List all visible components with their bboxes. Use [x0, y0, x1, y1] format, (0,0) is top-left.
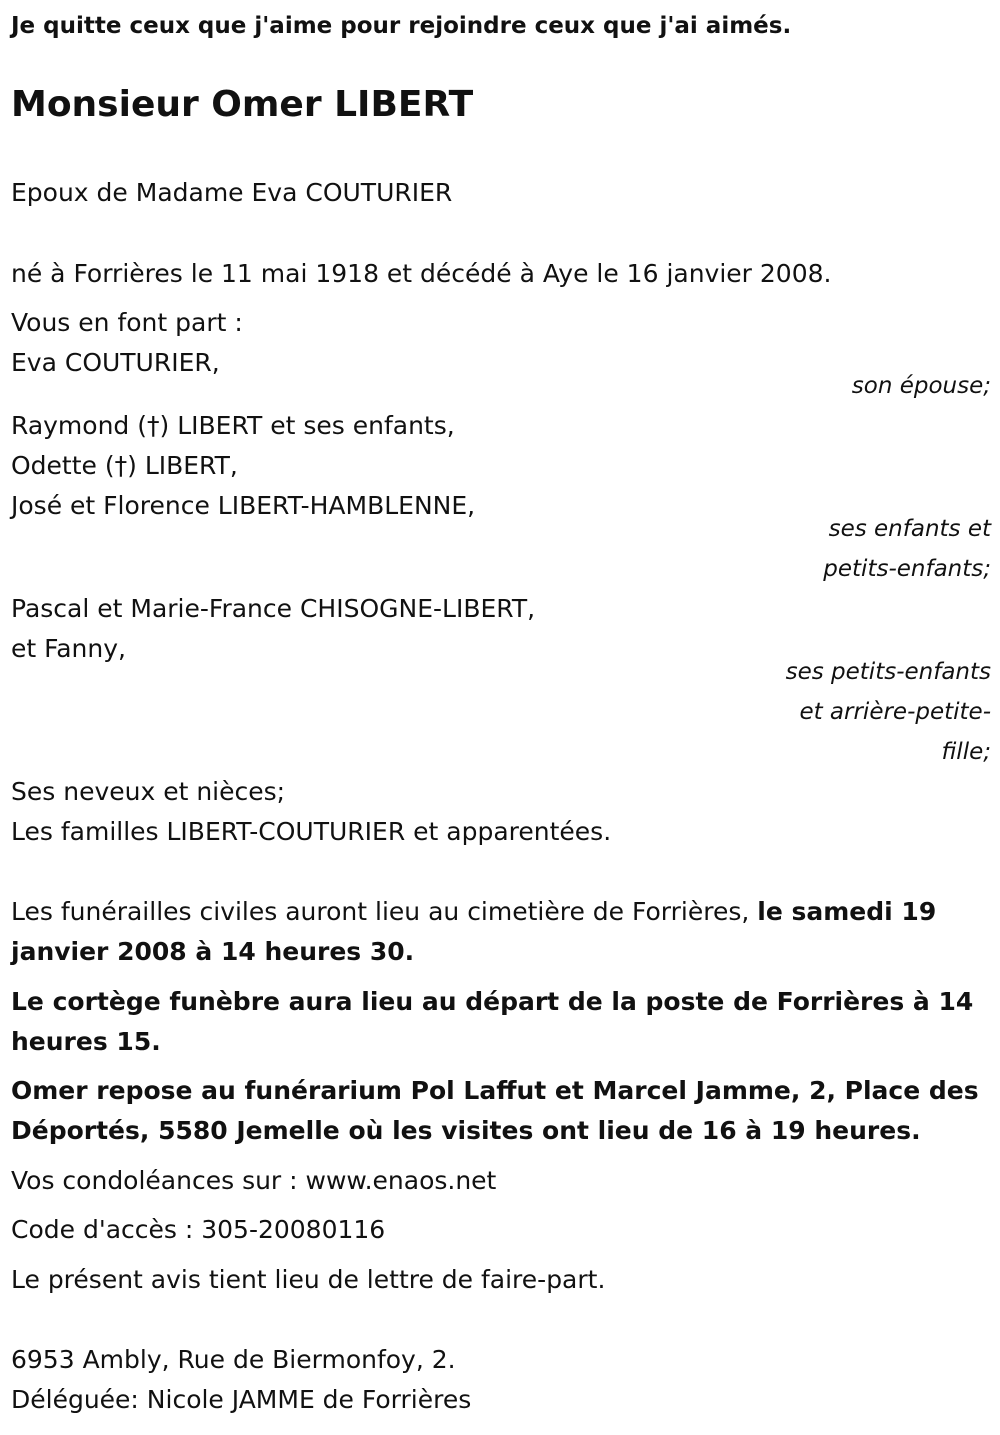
family-member-grandchild: Pascal et Marie-France CHISOGNE-LIBERT, [11, 594, 536, 623]
birth-death-line: né à Forrières le 11 mai 1918 et décédé à Aye le 16 janvier 2008. [11, 259, 832, 288]
funeral-intro-line [11, 892, 936, 932]
role-grandchildren-line-3: fille; [941, 739, 991, 765]
family-member-child: José et Florence LIBERT-HAMBLENNE, [11, 491, 476, 520]
funerarium-line-1: Omer repose au funérarium Pol Laffut et Marcel Jamme, 2, Place des [11, 1076, 979, 1105]
nephews-line: Ses neveux et nièces; [11, 777, 286, 806]
delegate-line: Déléguée: Nicole JAMME de Forrières [11, 1385, 472, 1414]
notice-line: Le présent avis tient lieu de lettre de faire-part. [11, 1265, 606, 1294]
role-children-line-2: petits-enfants; [823, 556, 991, 582]
motto: Je quitte ceux que j'aime pour rejoindre ceux que j'ai aimés. [11, 13, 792, 39]
condolences-line: Vos condoléances sur : www.enaos.net [11, 1166, 497, 1195]
access-code-line: Code d'accès : 305-20080116 [11, 1215, 386, 1244]
procession-line-1: Le cortège funèbre aura lieu au départ de la poste de Forrières à 14 [11, 987, 974, 1016]
families-line: Les familles LIBERT-COUTURIER et apparentées. [11, 817, 612, 846]
role-grandchildren-line-2: et arrière-petite- [799, 699, 991, 725]
funeral-intro: Les funérailles civiles auront lieu au cimetière de Forrières, [11, 897, 758, 926]
family-member-child: Raymond (†) LIBERT et ses enfants, [11, 411, 455, 440]
procession-line-2: heures 15. [11, 1027, 161, 1056]
address-line: 6953 Ambly, Rue de Biermonfoy, 2. [11, 1345, 456, 1374]
funeral-date-part-1: le samedi 19 [757, 897, 937, 926]
family-member-child: Odette (†) LIBERT, [11, 451, 238, 480]
family-member-spouse: Eva COUTURIER, [11, 348, 220, 377]
role-children-line-1: ses enfants et [828, 516, 991, 542]
funeral-date-part-2: janvier 2008 à 14 heures 30. [11, 937, 415, 966]
deceased-name: Monsieur Omer LIBERT [11, 84, 474, 125]
spouse-line: Epoux de Madame Eva COUTURIER [11, 178, 453, 207]
role-spouse: son épouse; [851, 373, 991, 399]
funerarium-line-2: Déportés, 5580 Jemelle où les visites ont lieu de 16 à 19 heures. [11, 1116, 921, 1145]
family-member-grandchild: et Fanny, [11, 634, 126, 663]
announcement-intro: Vous en font part : [11, 308, 243, 337]
role-grandchildren-line-1: ses petits-enfants [785, 659, 991, 685]
